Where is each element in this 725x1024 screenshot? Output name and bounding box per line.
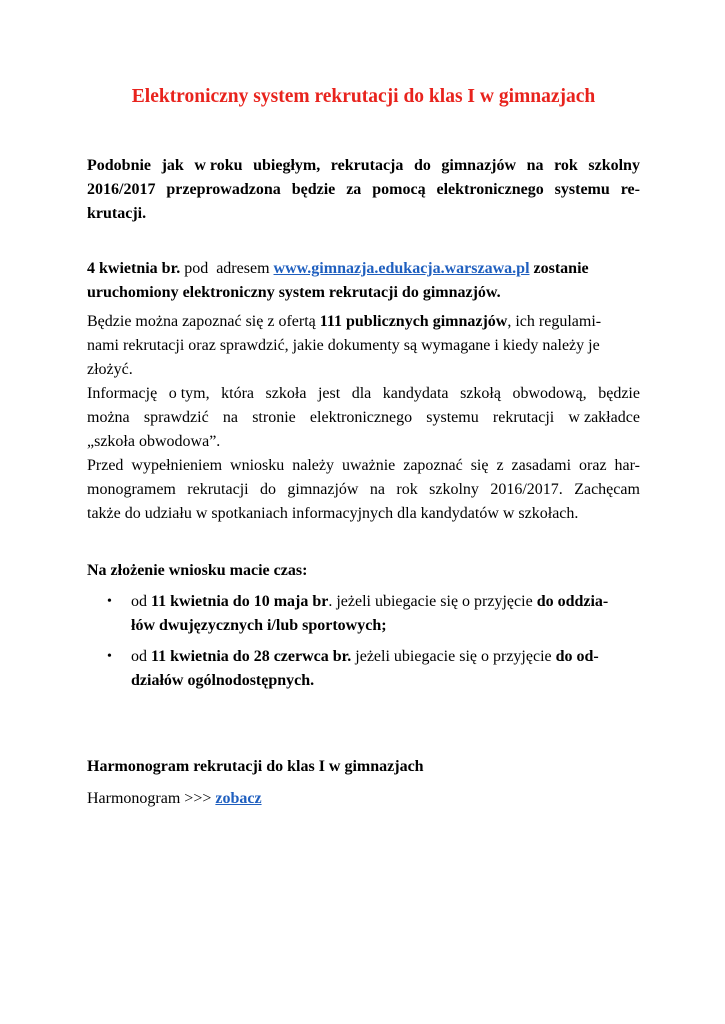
offer-line-1: Będzie można zapoznać się z ofertą 111 publicznych gimnazjów, ich regulami-	[87, 313, 602, 330]
prepare-line-2: monogramem rekrutacji do gimnazjów na rok szkolny 2016/2017. Zachęcam	[87, 481, 640, 498]
launch-date: 4 kwietnia br.	[87, 260, 181, 277]
prepare-line-1: Przed wypełnieniem wniosku należy uważnie zapoznać się z zasadami oraz har-	[87, 457, 640, 474]
schools-count: 111 publicznych gimnazjów	[319, 313, 508, 330]
district-line-1: Informację o tym, która szkoła jest dla kandydata szkołą obwodową, będzie	[87, 385, 640, 402]
intro-paragraph	[87, 154, 640, 226]
launch-line-2: uruchomiony elektroniczny system rekrutacji do gimnazjów.	[87, 284, 501, 301]
deadline-list	[87, 590, 640, 700]
offer-line-3: złożyć.	[87, 361, 133, 378]
prepare-paragraph	[87, 454, 640, 526]
schedule-heading: Harmonogram rekrutacji do klas I w gimnazjach	[87, 758, 424, 775]
schedule-label: Harmonogram >>>	[87, 790, 216, 807]
deadline-heading: Na złożenie wniosku macie czas:	[87, 562, 308, 579]
offer-line-2: nami rekrutacji oraz sprawdzić, jakie dokumenty są wymagane i kiedy należy je	[87, 337, 600, 354]
intro-line-2: 2016/2017 przeprowadzona będzie za pomocą elektronicznego systemu re-	[87, 181, 640, 198]
schedule-line	[87, 787, 640, 811]
list-item: • od 11 kwietnia do 28 czerwca br. jeżeli ubiegacie się o przyjęcie do od- działów ogólnodostępnych.	[87, 645, 640, 693]
list-item: • od 11 kwietnia do 10 maja br. jeżeli ubiegacie się o przyjęcie do oddzia- łów dwujęzycznych i/lub sportowych;	[87, 590, 640, 638]
bullet-icon: •	[107, 594, 112, 609]
schedule-link[interactable]: zobacz	[215, 790, 262, 807]
district-line-3: „szkoła obwodowa”.	[87, 433, 221, 450]
district-paragraph	[87, 382, 640, 454]
prepare-line-3: także do udziału w spotkaniach informacyjnych dla kandydatów w szkołach.	[87, 505, 579, 522]
recruitment-site-link[interactable]: www.gimnazja.edukacja.warszawa.pl	[273, 260, 530, 277]
intro-line-1: Podobnie jak w roku ubiegłym, rekrutacja do gimnazjów na rok szkolny	[87, 157, 640, 174]
page-title: Elektroniczny system rekrutacji do klas I w gimnazjach	[131, 86, 596, 107]
offer-paragraph	[87, 310, 640, 382]
launch-paragraph	[87, 257, 640, 305]
district-line-2: można sprawdzić na stronie elektronicznego systemu rekrutacji w zakładce	[87, 409, 640, 426]
bullet-icon: •	[107, 649, 112, 664]
launch-line-1: 4 kwietnia br. pod adresem www.gimnazja.edukacja.warszawa.pl zostanie	[87, 260, 589, 277]
intro-line-3: krutacji.	[87, 205, 147, 222]
